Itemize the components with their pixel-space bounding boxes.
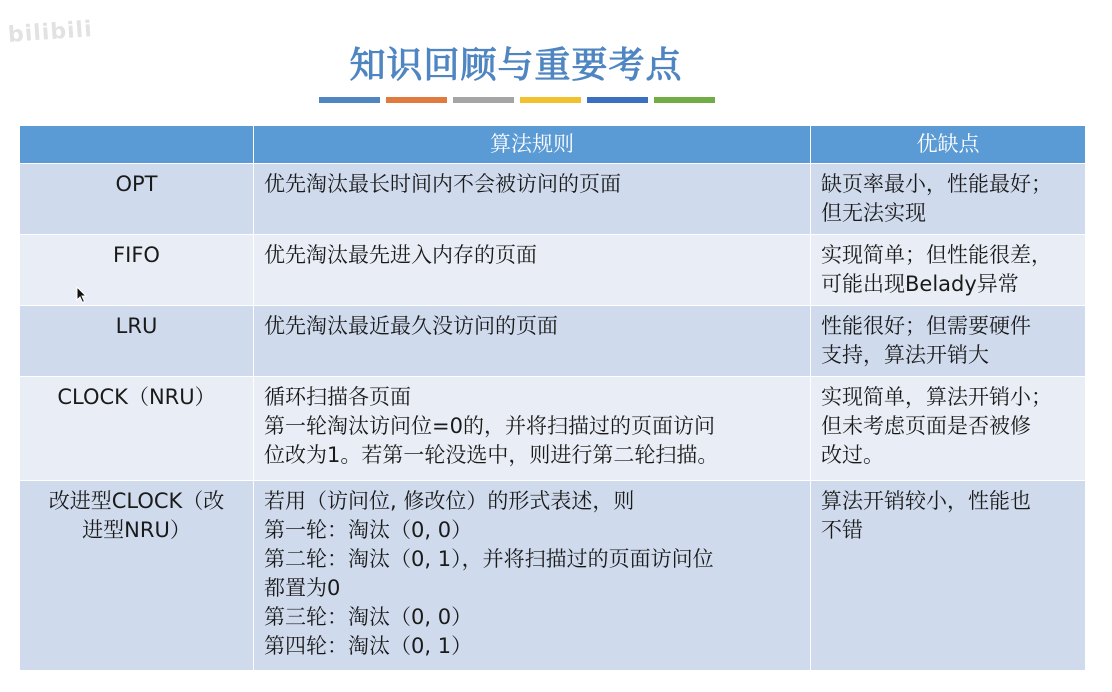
algorithm-name: FIFO xyxy=(113,243,160,267)
bilibili-watermark: bilibili xyxy=(7,17,94,48)
rule-text: 若用（访问位, 修改位）的形式表述，则 xyxy=(264,489,635,513)
table-row-clock xyxy=(20,377,1086,481)
accent-bar-5 xyxy=(587,97,648,103)
rule-text: 循环扫描各页面 xyxy=(264,385,411,409)
algorithm-name: 改进型CLOCK（改 xyxy=(48,489,225,513)
algorithm-name: 进型NRU） xyxy=(82,518,191,542)
algorithm-cell xyxy=(20,235,254,306)
pros-cons-text: 支持，算法开销大 xyxy=(821,343,989,367)
rule-text: 第四轮：淘汰（0, 1） xyxy=(264,634,473,658)
mouse-pointer-icon xyxy=(76,286,88,304)
accent-bar-3 xyxy=(453,97,514,103)
algorithm-cell xyxy=(20,481,254,671)
pros-cons-cell xyxy=(811,306,1086,377)
pros-cons-text: 但未考虑页面是否被修 xyxy=(821,414,1031,438)
header-algorithm xyxy=(20,126,254,164)
table-row-fifo xyxy=(20,235,1086,306)
pros-cons-text: 缺页率最小，性能最好； xyxy=(821,172,1052,196)
accent-bar-1 xyxy=(319,97,380,103)
header-pros-cons: 优缺点 xyxy=(811,126,1086,164)
pros-cons-text: 性能很好；但需要硬件 xyxy=(821,314,1031,338)
rule-text: 优先淘汰最近最久没访问的页面 xyxy=(264,314,558,338)
rule-cell xyxy=(254,481,811,671)
rule-cell xyxy=(254,377,811,481)
pros-cons-text: 可能出现Belady异常 xyxy=(821,272,1019,296)
rule-text: 优先淘汰最先进入内存的页面 xyxy=(264,243,537,267)
rule-text: 第二轮：淘汰（0, 1），并将扫描过的页面访问位 xyxy=(264,547,714,571)
rule-text: 优先淘汰最长时间内不会被访问的页面 xyxy=(264,172,621,196)
algorithm-name: OPT xyxy=(115,172,158,196)
table-row-opt xyxy=(20,164,1086,235)
pros-cons-cell xyxy=(811,481,1086,671)
algorithm-name: LRU xyxy=(115,314,158,338)
algorithm-cell xyxy=(20,377,254,481)
pros-cons-text: 不错 xyxy=(821,518,863,542)
algorithm-cell xyxy=(20,164,254,235)
algorithm-name: CLOCK（NRU） xyxy=(57,385,216,409)
pros-cons-text: 实现简单；但性能很差， xyxy=(821,243,1052,267)
table-row-lru xyxy=(20,306,1086,377)
rule-text: 第三轮：淘汰（0, 0） xyxy=(264,605,473,629)
pros-cons-text: 实现简单，算法开销小； xyxy=(821,385,1052,409)
page-replacement-table xyxy=(19,126,1086,671)
pros-cons-cell xyxy=(811,235,1086,306)
accent-bar-2 xyxy=(386,97,447,103)
algorithm-cell xyxy=(20,306,254,377)
rule-cell xyxy=(254,235,811,306)
rule-cell xyxy=(254,164,811,235)
table-header-row xyxy=(20,126,1086,164)
page-title: 知识回顾与重要考点 xyxy=(349,44,683,86)
pros-cons-cell xyxy=(811,164,1086,235)
pros-cons-text: 算法开销较小，性能也 xyxy=(821,489,1031,513)
pros-cons-text: 改过。 xyxy=(821,443,884,467)
pros-cons-cell xyxy=(811,377,1086,481)
table-row-improved-clock xyxy=(20,481,1086,671)
rule-cell xyxy=(254,306,811,377)
pros-cons-text: 但无法实现 xyxy=(821,201,926,225)
rule-text: 都置为0 xyxy=(264,576,341,600)
header-rule: 算法规则 xyxy=(254,126,811,164)
accent-bar-4 xyxy=(520,97,581,103)
rule-text: 位改为1。若第一轮没选中，则进行第二轮扫描。 xyxy=(264,443,719,467)
rule-text: 第一轮淘汰访问位=0的，并将扫描过的页面访问 xyxy=(264,414,715,438)
rule-text: 第一轮：淘汰（0, 0） xyxy=(264,518,473,542)
accent-bar-6 xyxy=(654,97,715,103)
accent-color-bars xyxy=(319,97,715,103)
